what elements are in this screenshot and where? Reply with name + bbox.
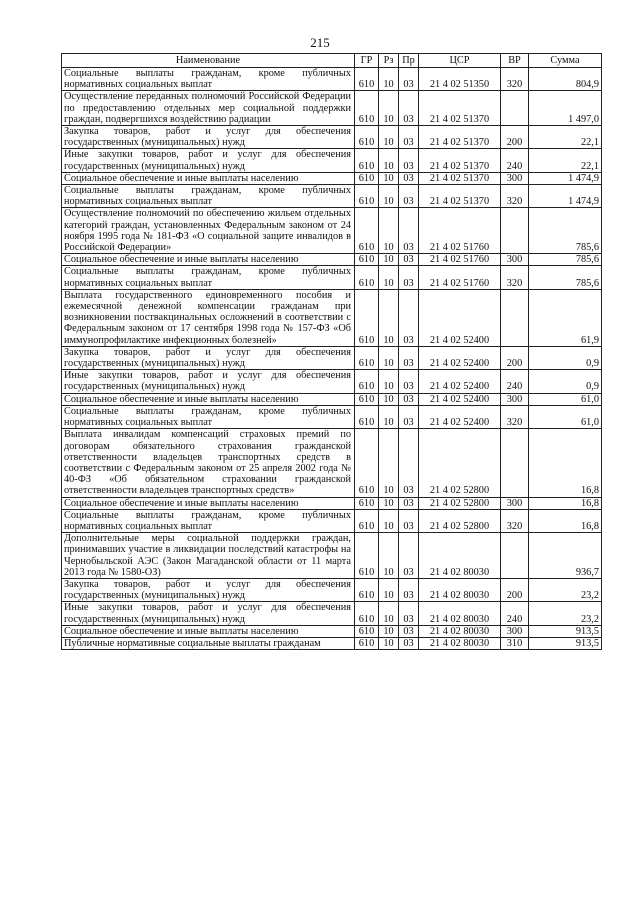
cell-pr: 03 [399, 68, 419, 91]
cell-gr: 610 [355, 68, 379, 91]
cell-sum: 1 497,0 [529, 91, 602, 126]
table-row [62, 91, 602, 126]
cell-csr: 21 4 02 80030 [419, 533, 501, 579]
cell-vr: 200 [501, 346, 529, 369]
table-row [62, 393, 602, 405]
cell-csr: 21 4 02 51350 [419, 68, 501, 91]
table-row [62, 637, 602, 649]
cell-pr: 03 [399, 289, 419, 346]
cell-csr: 21 4 02 52800 [419, 497, 501, 509]
cell-name: Социальное обеспечение и иные выплаты населению [62, 625, 355, 637]
cell-gr: 610 [355, 393, 379, 405]
table-row [62, 149, 602, 172]
cell-vr: 240 [501, 602, 529, 625]
cell-csr: 21 4 02 51760 [419, 266, 501, 289]
header-vr: ВР [501, 54, 529, 68]
cell-pr: 03 [399, 254, 419, 266]
cell-csr: 21 4 02 51370 [419, 172, 501, 184]
cell-csr: 21 4 02 80030 [419, 625, 501, 637]
cell-csr: 21 4 02 80030 [419, 602, 501, 625]
cell-gr: 610 [355, 126, 379, 149]
cell-pr: 03 [399, 185, 419, 208]
cell-gr: 610 [355, 208, 379, 254]
cell-rz: 10 [379, 185, 399, 208]
header-pr: Пр [399, 54, 419, 68]
cell-rz: 10 [379, 208, 399, 254]
cell-csr: 21 4 02 51760 [419, 208, 501, 254]
cell-name: Осуществление полномочий по обеспечению жильем отдельных категорий граждан, установленных Федеральным законом от 24 ноября 1995 года № 181-ФЗ «О социальной защите инвалидов в Российской Федерации» [62, 208, 355, 254]
cell-vr: 310 [501, 637, 529, 649]
cell-name: Иные закупки товаров, работ и услуг для обеспечения государственных (муниципальных) нужд [62, 370, 355, 393]
cell-sum: 785,6 [529, 266, 602, 289]
table-row [62, 185, 602, 208]
cell-rz: 10 [379, 637, 399, 649]
cell-pr: 03 [399, 346, 419, 369]
cell-rz: 10 [379, 172, 399, 184]
cell-gr: 610 [355, 254, 379, 266]
cell-csr: 21 4 02 80030 [419, 637, 501, 649]
table-row [62, 405, 602, 428]
cell-vr: 320 [501, 266, 529, 289]
cell-pr: 03 [399, 370, 419, 393]
cell-csr: 21 4 02 52400 [419, 393, 501, 405]
cell-vr [501, 533, 529, 579]
cell-csr: 21 4 02 52800 [419, 429, 501, 497]
cell-sum: 16,8 [529, 509, 602, 532]
cell-name: Осуществление переданных полномочий Российской Федерации по предоставлению отдельных мер социальной поддержки граждан, подвергшихся воздействию радиации [62, 91, 355, 126]
cell-pr: 03 [399, 578, 419, 601]
cell-rz: 10 [379, 393, 399, 405]
cell-name: Закупка товаров, работ и услуг для обеспечения государственных (муниципальных) нужд [62, 126, 355, 149]
cell-name: Социальные выплаты гражданам, кроме публичных нормативных социальных выплат [62, 405, 355, 428]
table-row [62, 509, 602, 532]
table-row [62, 126, 602, 149]
cell-pr: 03 [399, 429, 419, 497]
cell-gr: 610 [355, 289, 379, 346]
cell-rz: 10 [379, 405, 399, 428]
cell-name: Публичные нормативные социальные выплаты гражданам [62, 637, 355, 649]
cell-vr: 320 [501, 68, 529, 91]
cell-name: Социальные выплаты гражданам, кроме публичных нормативных социальных выплат [62, 509, 355, 532]
cell-gr: 610 [355, 602, 379, 625]
table-row [62, 289, 602, 346]
table-row [62, 625, 602, 637]
cell-pr: 03 [399, 266, 419, 289]
cell-vr [501, 91, 529, 126]
cell-name: Дополнительные меры социальной поддержки граждан, принимавших участие в ликвидации последствий катастрофы на Чернобыльской АЭС (Закон Магаданской области от 11 марта 2013 года № 1580-ОЗ) [62, 533, 355, 579]
cell-sum: 61,9 [529, 289, 602, 346]
table-row [62, 497, 602, 509]
cell-pr: 03 [399, 509, 419, 532]
cell-gr: 610 [355, 625, 379, 637]
cell-name: Социальное обеспечение и иные выплаты населению [62, 172, 355, 184]
cell-gr: 610 [355, 405, 379, 428]
cell-sum: 0,9 [529, 370, 602, 393]
cell-gr: 610 [355, 429, 379, 497]
cell-name: Иные закупки товаров, работ и услуг для обеспечения государственных (муниципальных) нужд [62, 602, 355, 625]
cell-gr: 610 [355, 497, 379, 509]
cell-gr: 610 [355, 172, 379, 184]
cell-rz: 10 [379, 289, 399, 346]
cell-rz: 10 [379, 266, 399, 289]
cell-rz: 10 [379, 497, 399, 509]
cell-name: Социальные выплаты гражданам, кроме публичных нормативных социальных выплат [62, 266, 355, 289]
cell-vr: 320 [501, 185, 529, 208]
table-row [62, 254, 602, 266]
cell-sum: 913,5 [529, 625, 602, 637]
cell-csr: 21 4 02 52400 [419, 370, 501, 393]
cell-gr: 610 [355, 91, 379, 126]
header-sum: Сумма [529, 54, 602, 68]
table-row [62, 533, 602, 579]
table-row [62, 602, 602, 625]
cell-csr: 21 4 02 51370 [419, 149, 501, 172]
header-csr: ЦСР [419, 54, 501, 68]
cell-rz: 10 [379, 91, 399, 126]
cell-gr: 610 [355, 370, 379, 393]
cell-vr: 200 [501, 126, 529, 149]
table-row [62, 429, 602, 497]
cell-csr: 21 4 02 51370 [419, 126, 501, 149]
cell-name: Закупка товаров, работ и услуг для обеспечения государственных (муниципальных) нужд [62, 578, 355, 601]
cell-name: Социальное обеспечение и иные выплаты населению [62, 497, 355, 509]
cell-gr: 610 [355, 578, 379, 601]
page-number: 215 [310, 35, 330, 50]
cell-rz: 10 [379, 254, 399, 266]
cell-pr: 03 [399, 405, 419, 428]
cell-sum: 23,2 [529, 578, 602, 601]
cell-vr: 300 [501, 393, 529, 405]
cell-pr: 03 [399, 126, 419, 149]
cell-name: Социальное обеспечение и иные выплаты населению [62, 254, 355, 266]
cell-csr: 21 4 02 52400 [419, 405, 501, 428]
cell-csr: 21 4 02 51370 [419, 91, 501, 126]
header-name: Наименование [62, 54, 355, 68]
cell-sum: 804,9 [529, 68, 602, 91]
cell-vr: 240 [501, 370, 529, 393]
cell-gr: 610 [355, 637, 379, 649]
cell-sum: 22,1 [529, 149, 602, 172]
cell-rz: 10 [379, 578, 399, 601]
header-rz: Рз [379, 54, 399, 68]
cell-pr: 03 [399, 625, 419, 637]
cell-sum: 23,2 [529, 602, 602, 625]
cell-gr: 610 [355, 185, 379, 208]
cell-sum: 1 474,9 [529, 172, 602, 184]
cell-pr: 03 [399, 533, 419, 579]
cell-rz: 10 [379, 149, 399, 172]
table-row [62, 266, 602, 289]
cell-rz: 10 [379, 346, 399, 369]
cell-rz: 10 [379, 625, 399, 637]
cell-vr [501, 208, 529, 254]
cell-pr: 03 [399, 208, 419, 254]
budget-table [61, 53, 602, 650]
table-row [62, 578, 602, 601]
cell-csr: 21 4 02 80030 [419, 578, 501, 601]
table-row [62, 346, 602, 369]
cell-sum: 16,8 [529, 429, 602, 497]
cell-sum: 16,8 [529, 497, 602, 509]
cell-sum: 936,7 [529, 533, 602, 579]
cell-pr: 03 [399, 172, 419, 184]
cell-pr: 03 [399, 393, 419, 405]
cell-rz: 10 [379, 429, 399, 497]
cell-csr: 21 4 02 52400 [419, 346, 501, 369]
cell-vr: 300 [501, 254, 529, 266]
cell-csr: 21 4 02 52800 [419, 509, 501, 532]
cell-name: Иные закупки товаров, работ и услуг для обеспечения государственных (муниципальных) нужд [62, 149, 355, 172]
cell-vr [501, 289, 529, 346]
cell-pr: 03 [399, 637, 419, 649]
cell-csr: 21 4 02 51760 [419, 254, 501, 266]
cell-name: Социальные выплаты гражданам, кроме публичных нормативных социальных выплат [62, 185, 355, 208]
table-row [62, 208, 602, 254]
cell-name: Социальное обеспечение и иные выплаты населению [62, 393, 355, 405]
cell-vr: 320 [501, 405, 529, 428]
table-row [62, 370, 602, 393]
cell-vr: 300 [501, 497, 529, 509]
cell-sum: 61,0 [529, 393, 602, 405]
cell-pr: 03 [399, 91, 419, 126]
cell-gr: 610 [355, 509, 379, 532]
cell-sum: 1 474,9 [529, 185, 602, 208]
cell-name: Выплата государственного единовременного пособия и ежемесячной денежной компенсации гражданам при возникновении поствакцинальных осложнений в соответствии с Федеральным законом от 17 сентября 1998 года № 157-ФЗ «Об иммунопрофилактике инфекционных болезней» [62, 289, 355, 346]
table-row [62, 68, 602, 91]
cell-sum: 913,5 [529, 637, 602, 649]
table-header-row [62, 54, 602, 68]
cell-name: Закупка товаров, работ и услуг для обеспечения государственных (муниципальных) нужд [62, 346, 355, 369]
cell-rz: 10 [379, 126, 399, 149]
cell-sum: 22,1 [529, 126, 602, 149]
cell-pr: 03 [399, 602, 419, 625]
table-body [62, 68, 602, 650]
cell-csr: 21 4 02 52400 [419, 289, 501, 346]
cell-rz: 10 [379, 602, 399, 625]
cell-sum: 785,6 [529, 254, 602, 266]
cell-vr: 200 [501, 578, 529, 601]
table-row [62, 172, 602, 184]
cell-vr: 300 [501, 625, 529, 637]
header-gr: ГР [355, 54, 379, 68]
cell-vr: 240 [501, 149, 529, 172]
cell-sum: 61,0 [529, 405, 602, 428]
cell-rz: 10 [379, 533, 399, 579]
cell-vr [501, 429, 529, 497]
cell-rz: 10 [379, 68, 399, 91]
cell-gr: 610 [355, 346, 379, 369]
cell-sum: 785,6 [529, 208, 602, 254]
cell-rz: 10 [379, 370, 399, 393]
cell-pr: 03 [399, 497, 419, 509]
cell-gr: 610 [355, 533, 379, 579]
cell-vr: 320 [501, 509, 529, 532]
cell-sum: 0,9 [529, 346, 602, 369]
cell-pr: 03 [399, 149, 419, 172]
cell-name: Выплата инвалидам компенсаций страховых премий по договорам обязательного страхования гражданской ответственности владельцев транспортных средств в соответствии с Федеральным законом от 25 апреля 2002 года № 40-ФЗ «Об обязательном страховании гражданской ответственности владельцев транспортных средств» [62, 429, 355, 497]
cell-csr: 21 4 02 51370 [419, 185, 501, 208]
cell-rz: 10 [379, 509, 399, 532]
cell-vr: 300 [501, 172, 529, 184]
cell-gr: 610 [355, 266, 379, 289]
cell-gr: 610 [355, 149, 379, 172]
cell-name: Социальные выплаты гражданам, кроме публичных нормативных социальных выплат [62, 68, 355, 91]
